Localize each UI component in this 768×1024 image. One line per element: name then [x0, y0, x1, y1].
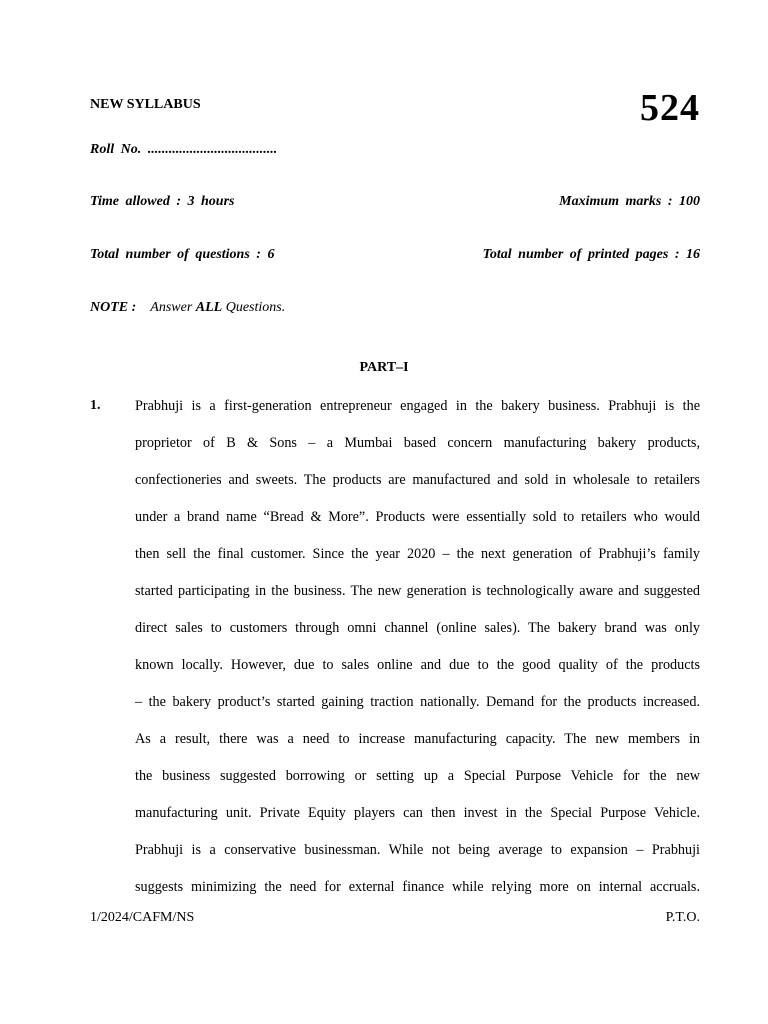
question-body [135, 388, 700, 906]
note-text-pre: Answer [150, 300, 196, 315]
note-text-bold: ALL [195, 300, 223, 315]
roll-number-field: Roll No. ..................................... [90, 142, 278, 157]
question-line: Prabhuji is a first-generation entrepreneur engaged in the bakery business. Prabhuji is the [135, 398, 700, 414]
question-line: known locally. However, due to sales online and due to the good quality of the products [135, 657, 700, 673]
question-line: Prabhuji is a conservative businessman. While not being average to expansion – Prabhuji [135, 842, 700, 858]
question-line: – the bakery product’s started gaining traction nationally. Demand for the products increased. [135, 694, 700, 710]
syllabus-label: NEW SYLLABUS [90, 97, 201, 112]
paper-code: 524 [640, 87, 700, 129]
question-line: proprietor of B & Sons – a Mumbai based concern manufacturing bakery products, [135, 435, 700, 451]
time-allowed: Time allowed : 3 hours [90, 194, 235, 209]
total-pages: Total number of printed pages : 16 [482, 247, 700, 262]
question-line: under a brand name “Bread & More”. Products were essentially sold to retailers who would [135, 509, 700, 525]
maximum-marks: Maximum marks : 100 [559, 194, 700, 209]
note-text-post: Questions. [222, 300, 286, 315]
section-title: PART–I [359, 360, 409, 375]
total-questions: Total number of questions : 6 [90, 247, 275, 262]
note [90, 300, 285, 316]
question-line: manufacturing unit. Private Equity players can then invest in the Special Purpose Vehicle. [135, 805, 700, 821]
footer-code: 1/2024/CAFM/NS [90, 910, 195, 925]
note-label: NOTE : [90, 300, 137, 315]
question-line: direct sales to customers through omni channel (online sales). The bakery brand was only [135, 620, 700, 636]
question-line: started participating in the business. The new generation is technologically aware and suggested [135, 583, 700, 599]
question-line: the business suggested borrowing or setting up a Special Purpose Vehicle for the new [135, 768, 700, 784]
question-line: As a result, there was a need to increase manufacturing capacity. The new members in [135, 731, 700, 747]
question-line: then sell the final customer. Since the year 2020 – the next generation of Prabhuji’s family [135, 546, 700, 562]
question-number: 1. [90, 398, 101, 413]
question-line: suggests minimizing the need for external finance while relying more on internal accruals. [135, 879, 700, 895]
footer-pto: P.T.O. [665, 910, 700, 925]
question-line: confectioneries and sweets. The products are manufactured and sold in wholesale to retailers [135, 472, 700, 488]
